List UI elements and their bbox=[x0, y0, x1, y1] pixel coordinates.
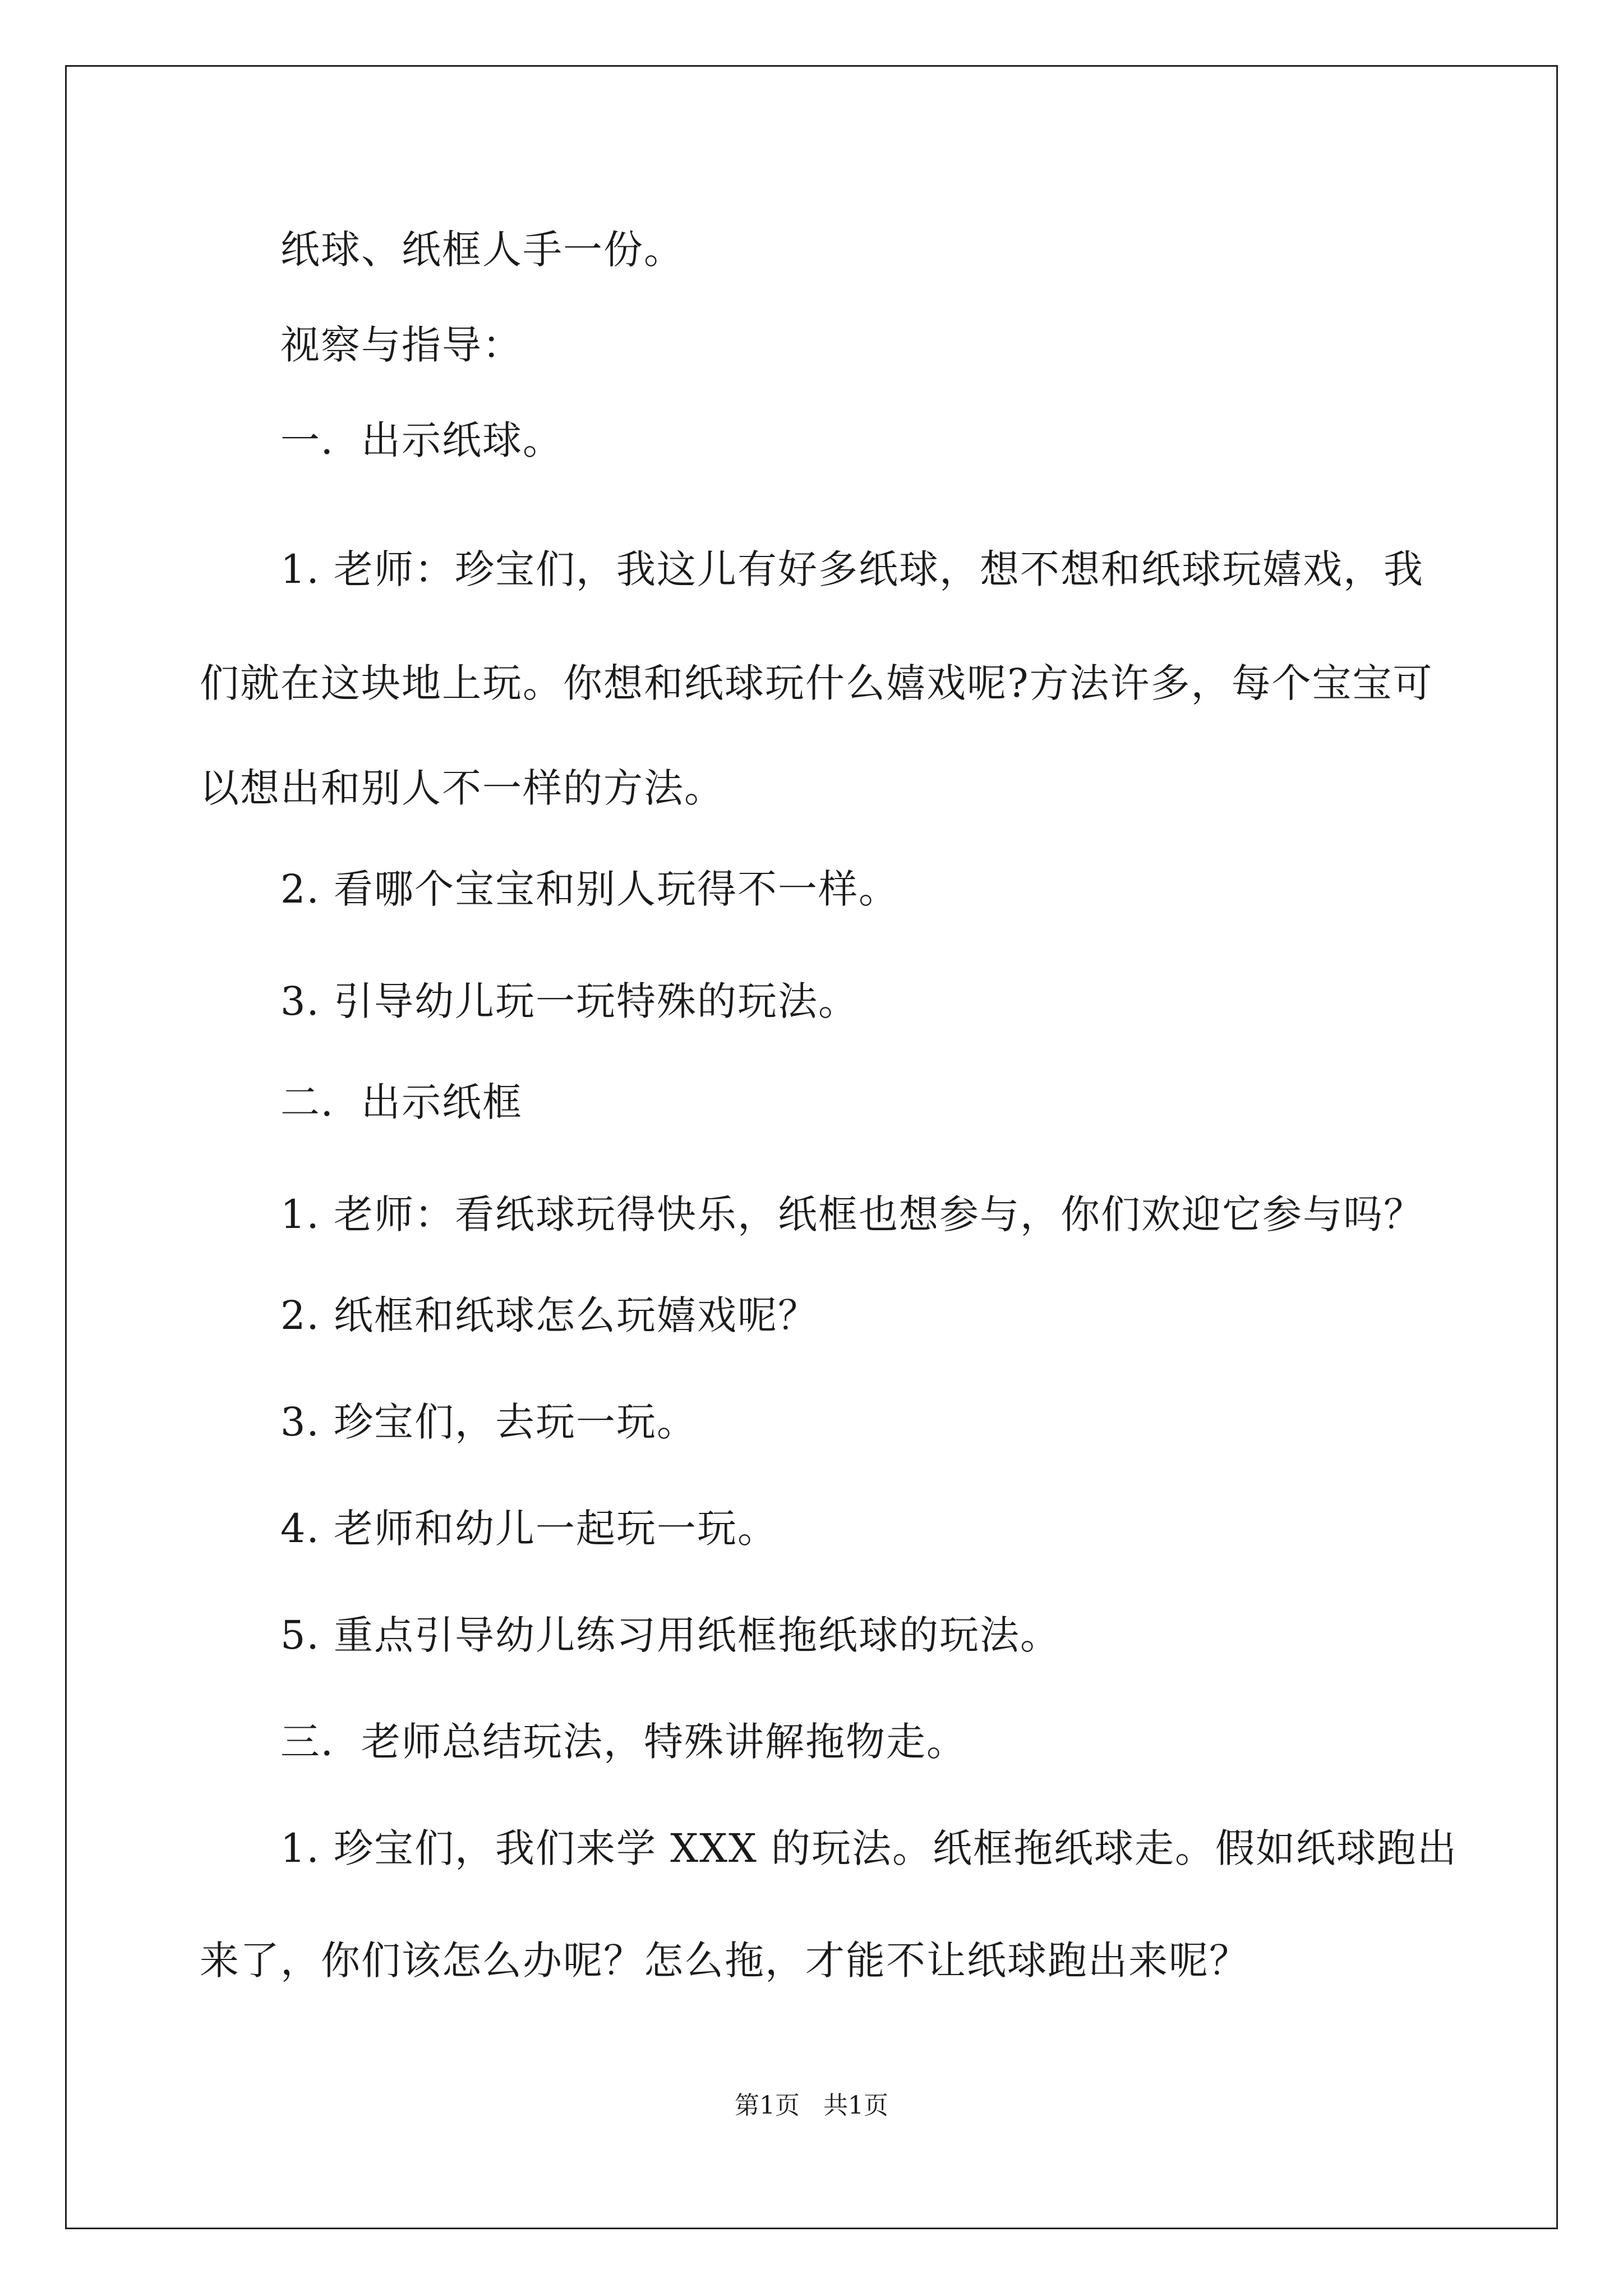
paragraph-line: 5. 重点引导幼儿练习用纸框拖纸球的玩法。 bbox=[280, 1612, 1061, 1658]
paragraph-line: 3. 引导幼儿玩一玩特殊的玩法。 bbox=[280, 978, 859, 1024]
paragraph-line: 1. 珍宝们，我们来学 XXX 的玩法。纸框拖纸球走。假如纸球跑出 bbox=[280, 1825, 1458, 1871]
page-footer: 第1页 共1页 bbox=[735, 2091, 888, 2120]
paragraph-line: 1. 老师：珍宝们，我这儿有好多纸球，想不想和纸球玩嬉戏，我 bbox=[280, 546, 1424, 592]
paragraph-line: 们就在这块地上玩。你想和纸球玩什么嬉戏呢?方法许多，每个宝宝可 bbox=[200, 660, 1433, 706]
paragraph-line: 3. 珍宝们，去玩一玩。 bbox=[280, 1399, 698, 1445]
paragraph-line: 视察与指导： bbox=[280, 322, 523, 368]
page-border bbox=[65, 65, 1558, 2229]
paragraph-line: 1. 老师：看纸球玩得快乐，纸框也想参与，你们欢迎它参与吗？ bbox=[280, 1191, 1424, 1237]
section-heading: 三．老师总结玩法，特殊讲解拖物走。 bbox=[280, 1719, 967, 1765]
paragraph-line: 2. 看哪个宝宝和别人玩得不一样。 bbox=[280, 866, 900, 912]
section-heading: 二．出示纸框 bbox=[280, 1079, 523, 1125]
paragraph-line: 来了，你们该怎么办呢？怎么拖，才能不让纸球跑出来呢？ bbox=[200, 1938, 1249, 1984]
paragraph-line: 4. 老师和幼儿一起玩一玩。 bbox=[280, 1506, 778, 1552]
paragraph-line: 纸球、纸框人手一份。 bbox=[280, 227, 684, 273]
paragraph-line: 2. 纸框和纸球怎么玩嬉戏呢？ bbox=[280, 1292, 819, 1338]
paragraph-line: 以想出和别人不一样的方法。 bbox=[200, 765, 725, 811]
section-heading: 一．出示纸球。 bbox=[280, 417, 563, 463]
